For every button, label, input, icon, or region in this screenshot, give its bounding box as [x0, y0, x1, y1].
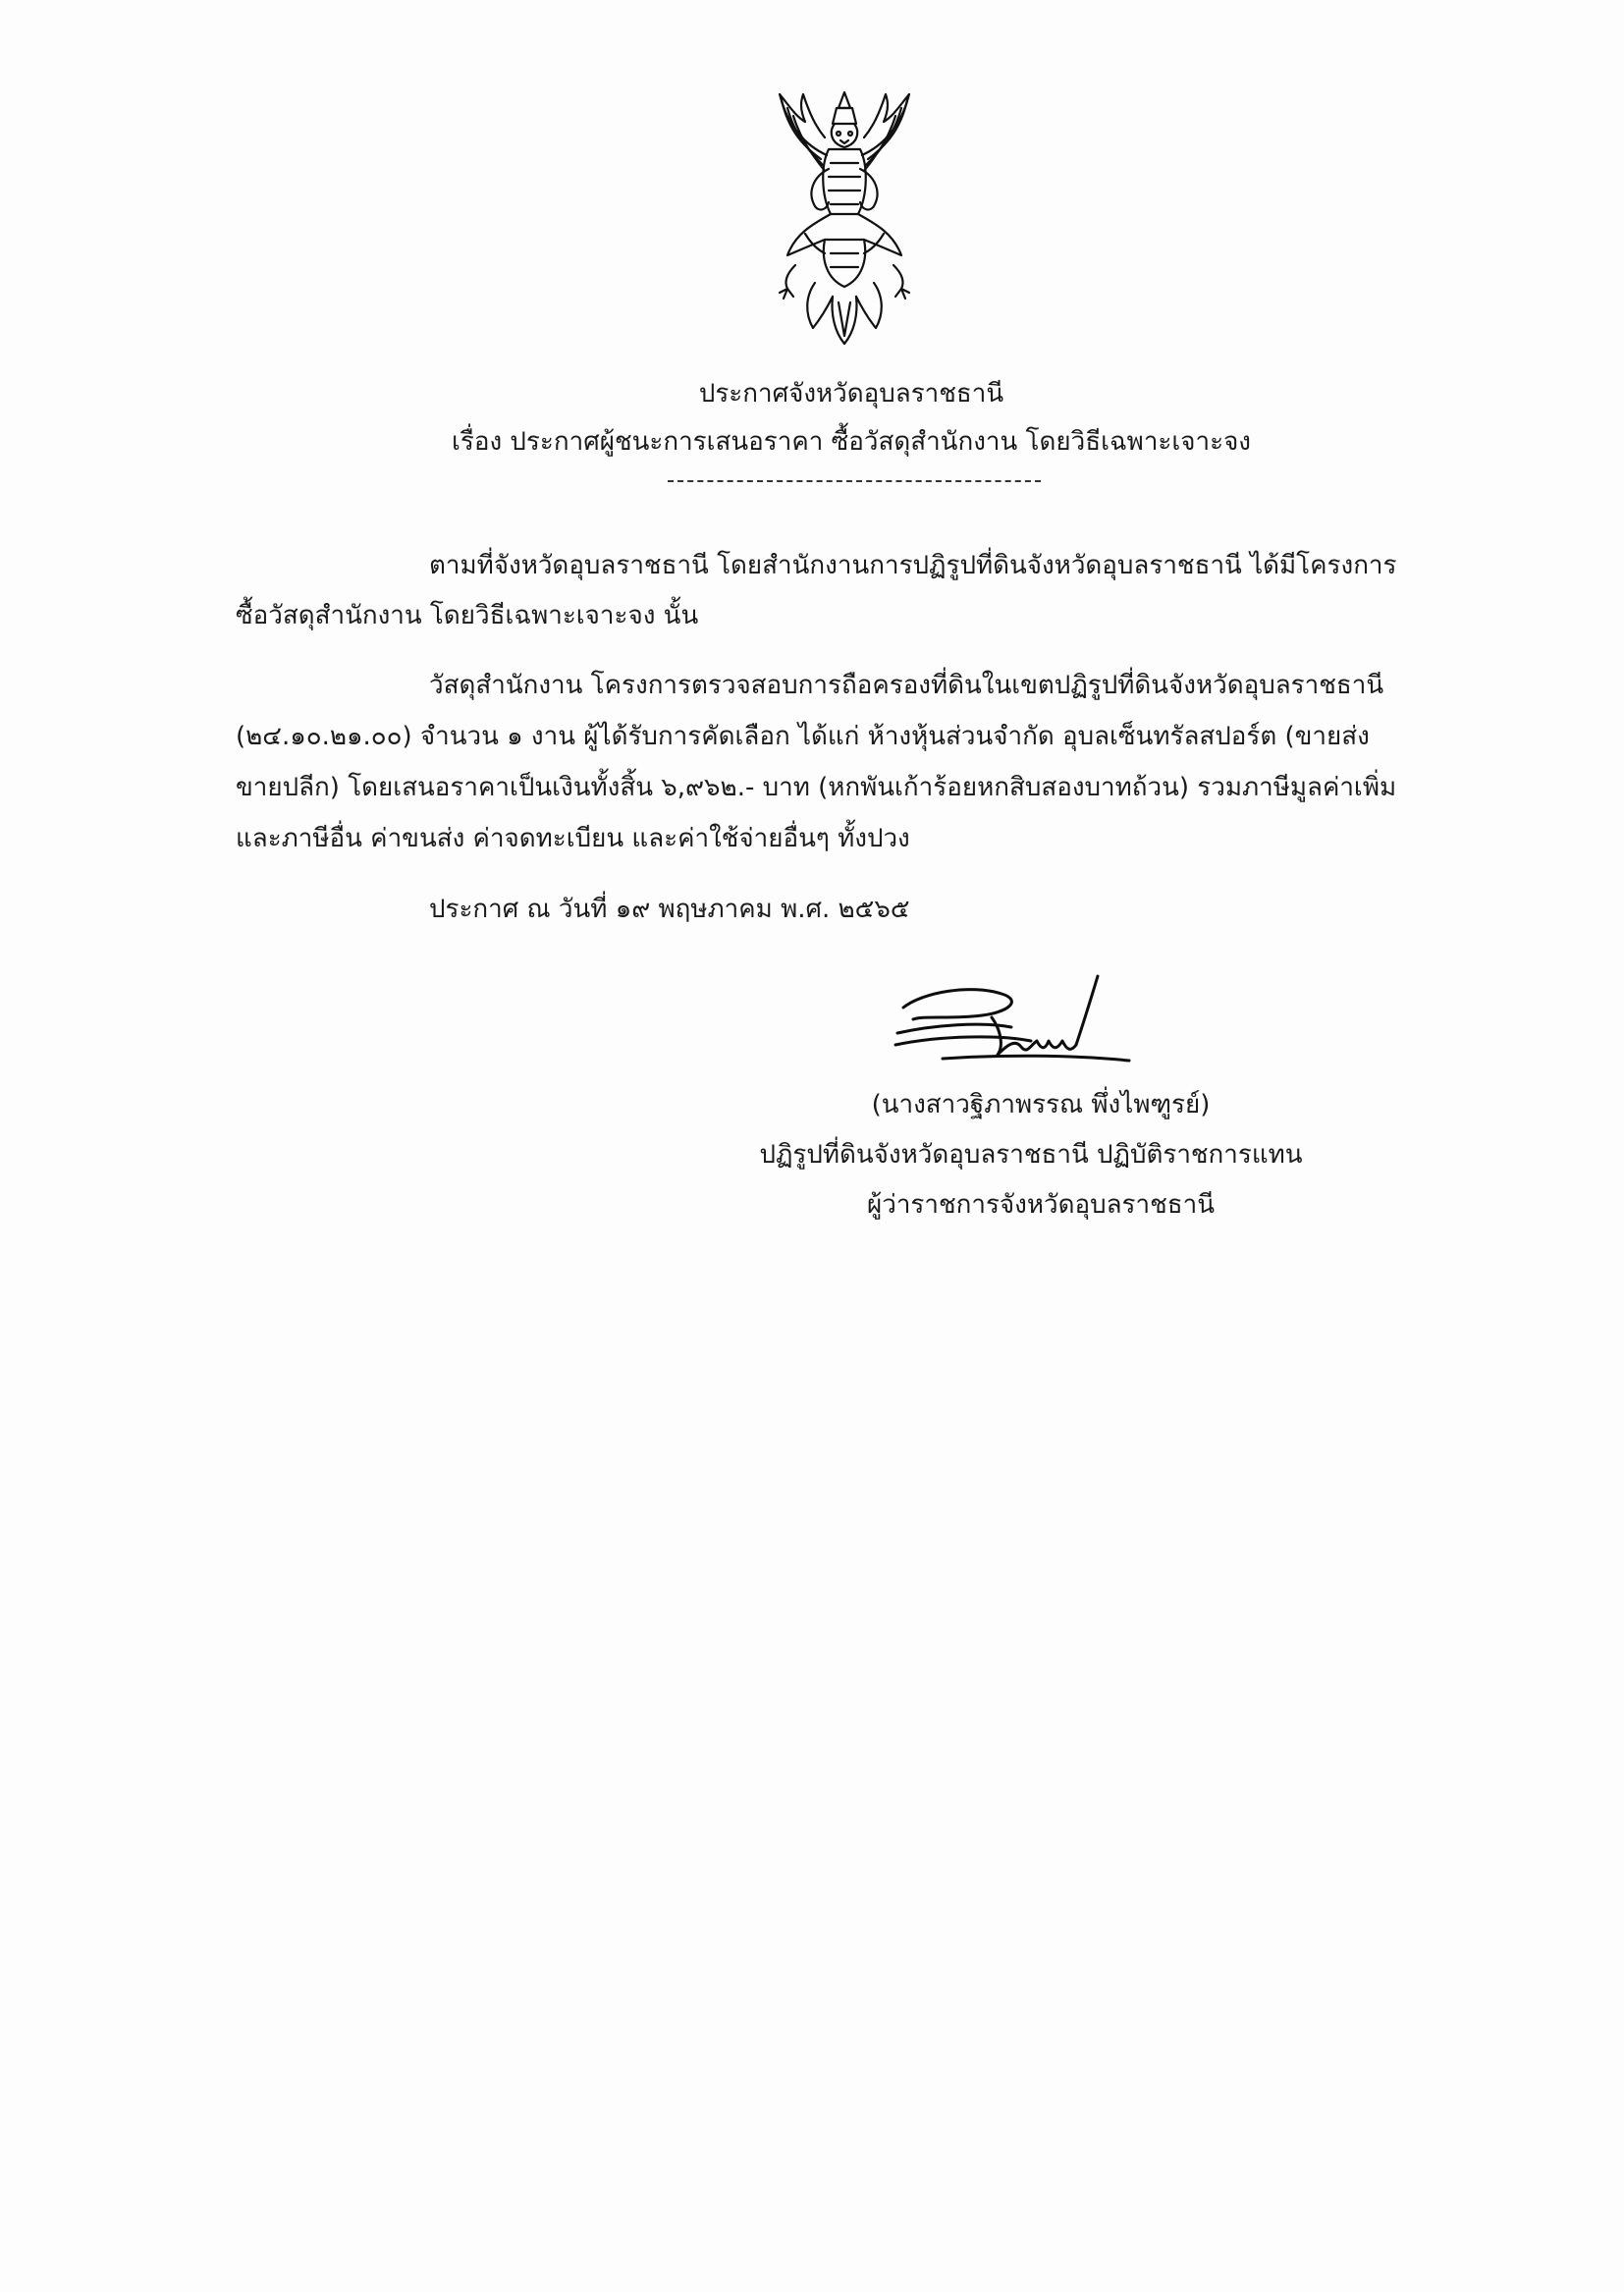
announcement-title: ประกาศจังหวัดอุบลราชธานี: [698, 379, 1004, 409]
paragraph-2-line-2: (๒๔.๑๐.๒๑.๐๐) จำนวน ๑ งาน ผู้ได้รับการคัดเลือก ได้แก่ ห้างหุ้นส่วนจำกัด อุบลเซ็นทรัลสปอร์ต (ขายส่ง: [236, 722, 1370, 751]
signatory-name: (นางสาวฐิภาพรรณ พึ่งไพฑูรย์): [871, 1090, 1211, 1119]
handwritten-signature: [884, 972, 1139, 1080]
paragraph-2-line-1: วัสดุสำนักงาน โครงการตรวจสอบการถือครองที่ดินในเขตปฏิรูปที่ดินจังหวัดอุบลราชธานี: [429, 671, 1384, 700]
paragraph-1-line-2: ซื้อวัสดุสำนักงาน โดยวิธีเฉพาะเจาะจง นั้น: [236, 601, 699, 630]
paragraph-1-line-1: ตามที่จังหวัดอุบลราชธานี โดยสำนักงานการปฏิรูปที่ดินจังหวัดอุบลราชธานี ได้มีโครงการ: [429, 551, 1397, 580]
announcement-subject: เรื่อง ประกาศผู้ชนะการเสนอราคา ซื้อวัสดุสำนักงาน โดยวิธีเฉพาะเจาะจง: [452, 427, 1251, 457]
signatory-position-1: ปฏิรูปที่ดินจังหวัดอุบลราชธานี ปฏิบัติราชการแทน: [759, 1140, 1303, 1170]
separator-line: [668, 480, 1041, 482]
signatory-position-2: ผู้ว่าราชการจังหวัดอุบลราชธานี: [866, 1190, 1215, 1220]
paragraph-2-line-3: ขายปลีก) โดยเสนอราคาเป็นเงินทั้งสิ้น ๖,๙๖๒.- บาท (หกพันเก้าร้อยหกสิบสองบาทถ้วน) รวมภาษีมูลค่าเพิ่ม: [236, 773, 1397, 802]
garuda-emblem-icon: [766, 86, 923, 352]
paragraph-2-line-4: และภาษีอื่น ค่าขนส่ง ค่าจดทะเบียน และค่าใช้จ่ายอื่นๆ ทั้งปวง: [236, 824, 910, 853]
announcement-date: ประกาศ ณ วันที่ ๑๙ พฤษภาคม พ.ศ. ๒๕๖๕: [429, 895, 910, 924]
